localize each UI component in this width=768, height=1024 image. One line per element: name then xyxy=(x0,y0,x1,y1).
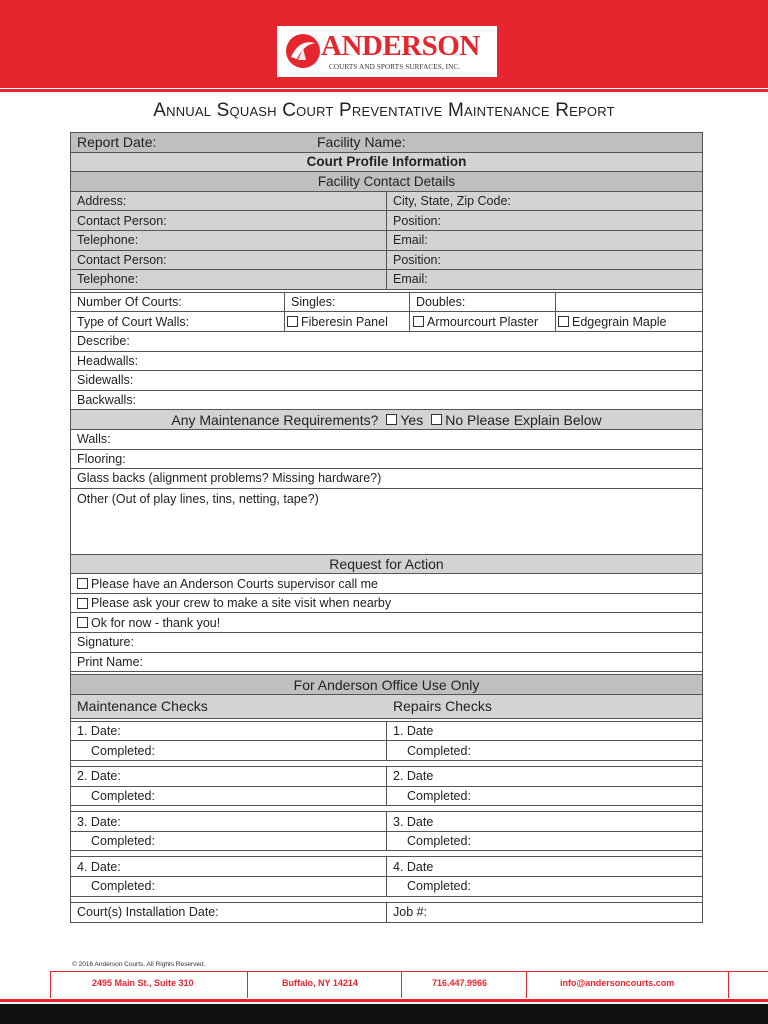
footer-band xyxy=(0,999,768,1002)
position-field[interactable]: Position: xyxy=(393,252,441,267)
describe-field[interactable]: Describe: xyxy=(77,334,130,349)
maintenance-date-field[interactable]: 4. Date: xyxy=(71,857,387,876)
supervisor-call-label: Please have an Anderson Courts supervisor call me xyxy=(91,576,378,591)
office-use-heading: For Anderson Office Use Only xyxy=(293,676,480,693)
maintenance-question xyxy=(71,410,702,429)
contact-row xyxy=(71,192,702,212)
armourcourt-checkbox[interactable] xyxy=(413,316,424,327)
court-count-row xyxy=(71,293,702,313)
flooring-row xyxy=(71,450,702,470)
check-completed-row xyxy=(71,832,702,852)
position-field[interactable]: Position: xyxy=(393,213,441,228)
court-count-extra[interactable] xyxy=(556,293,702,312)
no-checkbox[interactable] xyxy=(431,414,442,425)
type-of-walls-label: Type of Court Walls: xyxy=(71,312,285,331)
flooring-field[interactable]: Flooring: xyxy=(77,451,126,466)
yes-label: Yes xyxy=(400,411,424,428)
court-walls-row xyxy=(71,312,702,332)
telephone-field[interactable]: Telephone: xyxy=(71,270,387,289)
ok-for-now-label: Ok for now - thank you! xyxy=(91,615,221,630)
company-logo xyxy=(277,26,497,77)
contact-row xyxy=(71,211,702,231)
court-profile-heading: Court Profile Information xyxy=(306,154,467,170)
action-option-row xyxy=(71,574,702,594)
site-visit-checkbox[interactable] xyxy=(77,598,88,609)
describe-row xyxy=(71,332,702,352)
facility-name-field[interactable]: Facility Name: xyxy=(317,134,406,151)
doubles-field[interactable]: Doubles: xyxy=(410,293,556,312)
check-completed-row xyxy=(71,741,702,761)
check-date-row xyxy=(71,722,702,742)
footer-rule xyxy=(50,971,768,972)
court-profile-row xyxy=(71,153,702,173)
telephone-field[interactable]: Telephone: xyxy=(71,231,387,250)
installation-row xyxy=(71,903,702,923)
check-date-row xyxy=(71,812,702,832)
walls-field[interactable]: Walls: xyxy=(77,432,111,447)
maintenance-completed-field[interactable]: Completed: xyxy=(71,877,387,896)
footer-black-band xyxy=(0,1004,768,1024)
ok-for-now-option[interactable] xyxy=(71,613,702,632)
number-of-courts-field[interactable]: Number Of Courts: xyxy=(71,293,285,312)
repair-completed-field[interactable]: Completed: xyxy=(407,834,471,849)
sidewalls-field[interactable]: Sidewalls: xyxy=(77,373,134,388)
action-option-row xyxy=(71,613,702,633)
maintenance-date-field[interactable]: 2. Date: xyxy=(71,767,387,786)
maintenance-date-field[interactable]: 3. Date: xyxy=(71,812,387,831)
no-label: No Please Explain Below xyxy=(445,411,602,428)
maintenance-question-row xyxy=(71,410,702,430)
edgegrain-checkbox[interactable] xyxy=(558,316,569,327)
repairs-checks-heading: Repairs Checks xyxy=(393,698,492,715)
logo-tagline: COURTS AND SPORTS SURFACES, INC. xyxy=(329,63,461,71)
footer-separator xyxy=(50,971,51,998)
walls-row xyxy=(71,430,702,450)
action-option-row xyxy=(71,594,702,614)
headwalls-row xyxy=(71,352,702,372)
singles-field[interactable]: Singles: xyxy=(285,293,410,312)
backwalls-row xyxy=(71,391,702,411)
address-field[interactable]: Address: xyxy=(71,192,387,211)
footer-separator xyxy=(401,971,402,998)
report-date-field[interactable]: Report Date: xyxy=(77,134,157,151)
copyright-text: © 2016 Anderson Courts. All Rights Reserved. xyxy=(72,961,206,968)
request-action-heading: Request for Action xyxy=(329,555,444,572)
report-header-row xyxy=(71,133,702,153)
maintenance-completed-field[interactable]: Completed: xyxy=(71,741,387,760)
print-name-field[interactable]: Print Name: xyxy=(77,654,143,669)
maintenance-question-label: Any Maintenance Requirements? xyxy=(171,411,379,428)
contact-person-field[interactable]: Contact Person: xyxy=(71,251,387,270)
repair-completed-field[interactable]: Completed: xyxy=(407,743,471,758)
armourcourt-label: Armourcourt Plaster xyxy=(427,314,539,329)
fiberesin-label: Fiberesin Panel xyxy=(301,314,388,329)
request-action-row xyxy=(71,555,702,575)
other-field[interactable]: Other (Out of play lines, tins, netting, tape?) xyxy=(77,491,319,506)
page-title: Annual Squash Court Preventative Maintenance Report xyxy=(153,100,615,121)
ok-for-now-checkbox[interactable] xyxy=(77,617,88,628)
signature-row xyxy=(71,633,702,653)
installation-date-field[interactable]: Court(s) Installation Date: xyxy=(71,903,387,923)
facility-contact-row xyxy=(71,172,702,192)
footer-address: 2495 Main St., Suite 310 xyxy=(92,978,194,988)
maintenance-date-field[interactable]: 1. Date: xyxy=(71,722,387,741)
footer-separator xyxy=(728,971,729,998)
footer-city: Buffalo, NY 14214 xyxy=(282,978,358,988)
headwalls-field[interactable]: Headwalls: xyxy=(77,353,139,368)
repair-completed-field[interactable]: Completed: xyxy=(407,788,471,803)
facility-contact-heading: Facility Contact Details xyxy=(317,173,456,189)
footer-email[interactable]: info@andersoncourts.com xyxy=(560,978,675,988)
repair-date-field[interactable]: 1. Date xyxy=(393,724,434,739)
edgegrain-option[interactable] xyxy=(556,312,702,331)
maintenance-completed-field[interactable]: Completed: xyxy=(71,832,387,851)
armourcourt-option[interactable] xyxy=(410,312,556,331)
contact-row xyxy=(71,251,702,271)
repair-date-field[interactable]: 4. Date xyxy=(393,859,434,874)
repair-date-field[interactable]: 2. Date xyxy=(393,769,434,784)
edgegrain-label: Edgegrain Maple xyxy=(572,314,667,329)
sidewalls-row xyxy=(71,371,702,391)
backwalls-field[interactable]: Backwalls: xyxy=(77,393,137,408)
contact-row xyxy=(71,270,702,290)
check-completed-row xyxy=(71,877,702,897)
fiberesin-checkbox[interactable] xyxy=(287,316,298,327)
check-date-row xyxy=(71,767,702,787)
signature-field[interactable]: Signature: xyxy=(77,635,134,650)
maintenance-completed-field[interactable]: Completed: xyxy=(71,787,387,806)
site-visit-label: Please ask your crew to make a site visit when nearby xyxy=(91,596,392,611)
yes-checkbox[interactable] xyxy=(386,414,397,425)
footer-separator xyxy=(526,971,527,998)
header-stripe xyxy=(0,89,768,92)
site-visit-option[interactable] xyxy=(71,594,702,613)
supervisor-call-checkbox[interactable] xyxy=(77,578,88,589)
supervisor-call-option[interactable] xyxy=(71,574,702,593)
check-completed-row xyxy=(71,787,702,807)
checks-header-row xyxy=(71,695,702,719)
other-row xyxy=(71,489,702,555)
office-use-row xyxy=(71,675,702,695)
footer-phone[interactable]: 716.447.9966 xyxy=(432,978,488,988)
check-date-row xyxy=(71,857,702,877)
contact-row xyxy=(71,231,702,251)
email-field[interactable]: Email: xyxy=(393,272,428,287)
print-name-row xyxy=(71,653,702,673)
logo-name: ANDERSON xyxy=(321,30,480,62)
city-state-zip-field[interactable]: City, State, Zip Code: xyxy=(393,194,511,209)
email-field[interactable]: Email: xyxy=(393,233,428,248)
maintenance-checks-heading: Maintenance Checks xyxy=(77,698,208,715)
repair-date-field[interactable]: 3. Date xyxy=(393,814,434,829)
glass-backs-field[interactable]: Glass backs (alignment problems? Missing hardware?) xyxy=(77,471,382,486)
footer-separator xyxy=(247,971,248,998)
contact-person-field[interactable]: Contact Person: xyxy=(71,211,387,230)
glass-backs-row xyxy=(71,469,702,489)
anderson-logo-icon xyxy=(285,33,321,69)
fiberesin-option[interactable] xyxy=(285,312,410,331)
job-number-field[interactable]: Job #: xyxy=(393,905,428,920)
maintenance-report-form xyxy=(70,132,703,923)
repair-completed-field[interactable]: Completed: xyxy=(407,879,471,894)
